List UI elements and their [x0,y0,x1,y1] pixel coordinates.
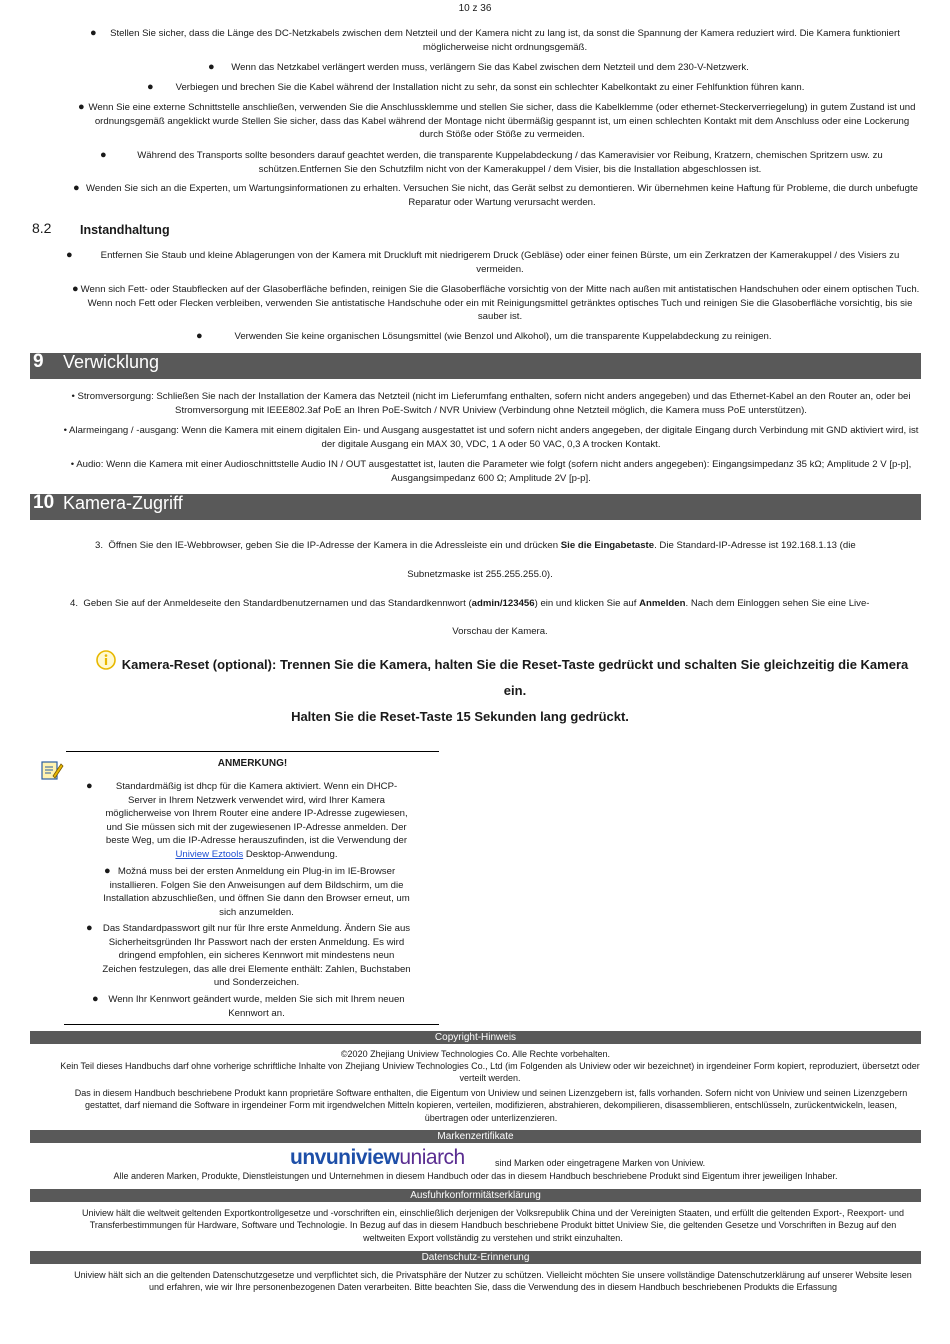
step-text: Geben Sie auf der Anmeldeseite den Standardbenutzernamen und das Standardkennwort ( [83,598,472,609]
warning-text: Verbiegen und brechen Sie die Kabel während der Installation nicht zu sehr, da sonst ein schlechter Kabelkontakt zu einer Fehlfunktion führen kann. [175,82,805,93]
note-icon [40,759,64,781]
list-item [60,149,920,176]
export-para: Uniview hält die weltweit geltenden Exportkontrollgesetze und -vorschriften ein, einschließlich derjenigen der Volksrepublik China und der Vereinigten Staaten, und erfüllt die geltenden Export-, Reexport- und Transferbestimmungen für Hardware, Software und Technologie. In Bezug auf das in diesem Handbuch beschriebene Produkt bittet Uniview Sie, die geltenden Gesetze und Vorschriften in Bezug auf den weltweiten Export vollständig zu verstehen und strikt einzuhalten. [82,1208,904,1243]
copyright-header: Copyright-Hinweis [30,1031,921,1044]
note-text: Das Standardpasswort gilt nur für Ihre erste Anmeldung. Ändern Sie aus Sicherheitsgründen Ihr Passwort nach der ersten Anmeldung. Es wird dringend empfohlen, ein sicheres Kennwort mit mindestens neun Zeichen festzulegen, das alle drei Elemente enthält: Zahlen, Buchstaben und Sonderzeichen. [102,923,411,989]
bullet-icon: ● [92,993,99,1005]
note-item [66,865,439,919]
step-4 [70,597,930,611]
section-9-header [30,353,921,379]
note-text: Možná muss bei der ersten Anmeldung ein Plug-in im IE-Browser installieren. Folgen Sie den Anweisungen auf dem Bildschirm, um die Installation abzuschließen, und öffnen Sie dann den Browser erneut, um sich anzumelden. [103,866,410,918]
note-text: Standardmäßig ist dhcp für die Kamera aktiviert. Wenn ein DHCP-Server in Ihrem Netzwerk verwendet wird, wird Ihrer Kamera möglicherweise von Ihrem Router eine andere IP-Adresse zugewiesen, und Sie müssen sich mit der zugewiesenen IP-Adresse anmelden. Der beste Weg, um die IP-Adresse herauszufinden, ist die Verwendung der [105,781,408,847]
trademark-para: Alle anderen Marken, Produkte, Dienstleistungen und Unternehmen in diesem Handbuch oder das in diesem Handbuch beschriebene Produkt sind Eigentum ihrer jeweiligen Inhaber. [113,1171,838,1181]
list-item [60,101,920,142]
step-text: Öffnen Sie den IE-Webbrowser, geben Sie die IP-Adresse der Kamera in die Adressleiste ein und drücken [108,540,561,551]
step-number: 4. [70,598,79,609]
step-text-bold: Sie die Eingabetaste [560,540,655,551]
warning-text: Wenn Sie eine externe Schnittstelle anschließen, verwenden Sie die Anschlussklemme und stellen Sie sicher, dass die Kabelklemme (oder ethernet-Steckerverriegelung) in gutem Zustand ist und ordnungsgemäß angeklickt wurde Stellen Sie sicher, dass das Kabel während der Montage nicht übermäßig gespannt ist, um einen schlechten Kontakt mit dem Anschluss oder eine Lockerung durch Stöße oder Stöße zu vermeiden. [88,102,916,141]
bullet-icon: ● [86,922,93,934]
note-item [66,780,439,862]
bullet-icon: ● [72,283,79,295]
step-text: . Nach dem Einloggen sehen Sie eine Live- [685,598,870,609]
step-text: . Die Standard-IP-Adresse ist 192.168.1.13 (die [654,540,856,551]
reset-line-2: Halten Sie die Reset-Taste 15 Sekunden lang gedrückt. [291,709,629,724]
trademark-text: sind Marken oder eingetragene Marken von Uniview. [495,1158,706,1168]
note-item [66,922,439,990]
bullet-icon: ● [86,780,93,792]
bullet-icon: ● [100,149,107,161]
bullet-icon: ● [104,865,111,877]
copyright-line: ©2020 Zhejiang Uniview Technologies Co. Alle Rechte vorbehalten. [340,1049,611,1059]
section-title: Kamera-Zugriff [63,493,183,513]
trademark-header: Markenzertifikate [30,1130,921,1143]
reset-note [110,652,920,730]
eztools-link[interactable]: Uniview Eztools [175,848,244,860]
note-text: Desktop-Anwendung. [243,848,338,860]
section-number: 9 [33,351,44,372]
list-item: • Stromversorgung: Schließen Sie nach der Installation der Kamera das Netzteil (nicht im Lieferumfang enthalten, sofern nicht anders angegeben) und das Ethernet-Kabel an den Router an, oder bei Stromversorgung mit IEEE802.3af PoE an Ihren PoE-Switch / NVR Uniview (Verbindung ohne Netzteil möglich, die Kamera muss PoE unterstützen). [71,391,911,416]
section-title: Verwicklung [63,352,160,372]
note-bottom-rule [64,1024,439,1025]
brand-logos [290,1146,465,1170]
note-text: Wenn Ihr Kennwort geändert wurde, melden Sie sich mit Ihrem neuen Kennwort an. [108,994,405,1019]
section-title: Instandhaltung [80,223,170,237]
list-item: • Audio: Wenn die Kamera mit einer Audioschnittstelle Audio IN / OUT ausgestattet ist, lauten die Parameter wie folgt (sofern nicht anders angegeben): Eingangsimpedanz 35 kΩ; Amplitude 2 V [p-p], Ausgangsimpedanz 600 Ω; Amplitude 2V [p-p]. [70,459,912,484]
reset-line-1: Kamera-Reset (optional): Trennen Sie die Kamera, halten Sie die Reset-Taste gedrückt und schalten Sie gleichzeitig die Kamera ein. [121,657,909,698]
bullet-icon: ● [73,182,80,194]
list-item [60,283,922,324]
step-4-continued: Vorschau der Kamera. [452,626,548,637]
maintenance-text: Entfernen Sie Staub und kleine Ablagerungen von der Kamera mit Druckluft mit niedrigerem Druck (Gebläse) oder einer feinen Bürste, um ein Zerkratzen der Kamerakuppel / des Visiers zu vermeiden. [100,250,900,275]
step-number: 3. [95,540,104,551]
bullet-icon: ● [90,27,97,39]
note-title: ANMERKUNG! [217,758,288,769]
step-3 [95,539,925,553]
list-item: • Alarmeingang / -ausgang: Wenn die Kamera mit einem digitalen Ein- und Ausgang ausgestattet ist und sofern nicht anders angegeben, der digitale Eingang durch Verbindung mit GND aktiviert wird, ist der digitale Ausgang ein MAX 30, VDC, 1 A oder 50 VAC, 0,3 A trocken Kontakt. [63,425,919,450]
bullet-icon: ● [208,61,215,73]
list-item [60,27,920,54]
list-item [60,182,920,209]
note-top-rule [66,751,439,752]
maintenance-text: Verwenden Sie keine organischen Lösungsmittel (wie Benzol und Alkohol), um die transparente Kuppelabdeckung zu reinigen. [234,331,772,342]
bullet-icon: ● [66,249,73,261]
copyright-para: Kein Teil dieses Handbuchs darf ohne vorherige schriftliche Inhalte von Zhejiang Uniview Technologies Co., Ltd (im Folgenden als Uniview oder wir bezeichnet) in irgendeiner Form kopiert, reproduziert, übersetzt oder verteilt werden. [60,1061,920,1084]
uniarch-logo: uniarch [399,1146,465,1169]
copyright-para: Das in diesem Handbuch beschriebene Produkt kann proprietäre Software enthalten, die Eigentum von Uniview und seinen Lizenzgebern ist, falls vorhanden. Sofern nicht von Uniview und seinen Lizenzgebern gestattet, darf niemand die Software in irgendeiner Form mit irgendwelchen Mitteln kopieren, verteilen, modifizieren, abstrahieren, dekompilieren, disassemblieren, entschlüsseln, zurückentwickeln, leasen, übertragen oder unterlizenzieren. [74,1088,908,1123]
step-text: ) ein und klicken Sie auf [534,598,640,609]
warning-text: Stellen Sie sicher, dass die Länge des DC-Netzkabels zwischen dem Netzteil und der Kamera nicht zu lang ist, da sonst die Spannung der Kamera reduziert wird. Die Kamera funktioniert möglicherweise nicht ordnungsgemäß. [110,28,900,53]
list-item [60,330,922,344]
privacy-header: Datenschutz-Erinnerung [30,1251,921,1264]
warning-text: Während des Transports sollte besonders darauf geachtet werden, die transparente Kuppelabdeckung / das Kameravisier vor Reibung, Kratzern, chemischen Spritzern usw. zu schützen.Entfernen Sie den Schutzfilm nicht von der Kamerakuppel / dem Visier, bis die Installation abgeschlossen ist. [137,150,883,175]
export-header: Ausfuhrkonformitätserklärung [30,1189,921,1202]
list-item [60,61,920,75]
warning-text: Wenden Sie sich an die Experten, um Wartungsinformationen zu erhalten. Versuchen Sie nicht, das Gerät selbst zu demontieren. Wir übernehmen keine Haftung für Probleme, die durch unbefugte Reparatur oder Wartung verursacht werden. [86,183,918,208]
list-item [60,81,920,95]
page-number: 10 z 36 [458,3,492,14]
section-10-header [30,494,921,520]
list-item [60,249,922,276]
section-number: 8.2 [32,220,52,236]
step-text-bold: admin/123456 [471,598,535,609]
warning-text: Wenn das Netzkabel verlängert werden muss, verlängern Sie das Kabel zwischen dem Netzteil und dem 230-V-Netzwerk. [231,62,749,73]
uniview-logo: unvuniview [290,1146,400,1169]
bullet-icon: ● [147,81,154,93]
bullet-icon: ● [196,330,203,342]
note-item [66,993,439,1020]
privacy-para: Uniview hält sich an die geltenden Datenschutzgesetze und verpflichtet sich, die Privatsphäre der Nutzer zu schützen. Vielleicht möchten Sie unsere vollständige Datenschutzerklärung auf unserer Website lesen und erfahren, wie wir Ihre personenbezogenen Daten verarbeiten. Bitte beachten Sie, dass die Verwendung des in diesem Handbuch beschriebenen Produkts die Erfassung [74,1270,912,1293]
maintenance-text: Wenn sich Fett- oder Staubflecken auf der Glasoberfläche befinden, reinigen Sie die Glasoberfläche vorsichtig von der Mitte nach außen mit antistatischen Handschuhen oder einem optischen Tuch. Wenn noch Fett oder Flecken verbleiben, verwenden Sie antistatische Handschuhe oder ein mit Reinigungsmittel getränktes optisches Tuch und reinigen Sie die Glasoberfläche vorsichtig, bis sie sauber ist. [80,284,920,323]
section-number: 10 [33,492,55,513]
step-text-bold: Anmelden [639,598,686,609]
bullet-icon: ● [78,101,85,113]
step-3-continued: Subnetzmaske ist 255.255.255.0). [407,569,553,580]
